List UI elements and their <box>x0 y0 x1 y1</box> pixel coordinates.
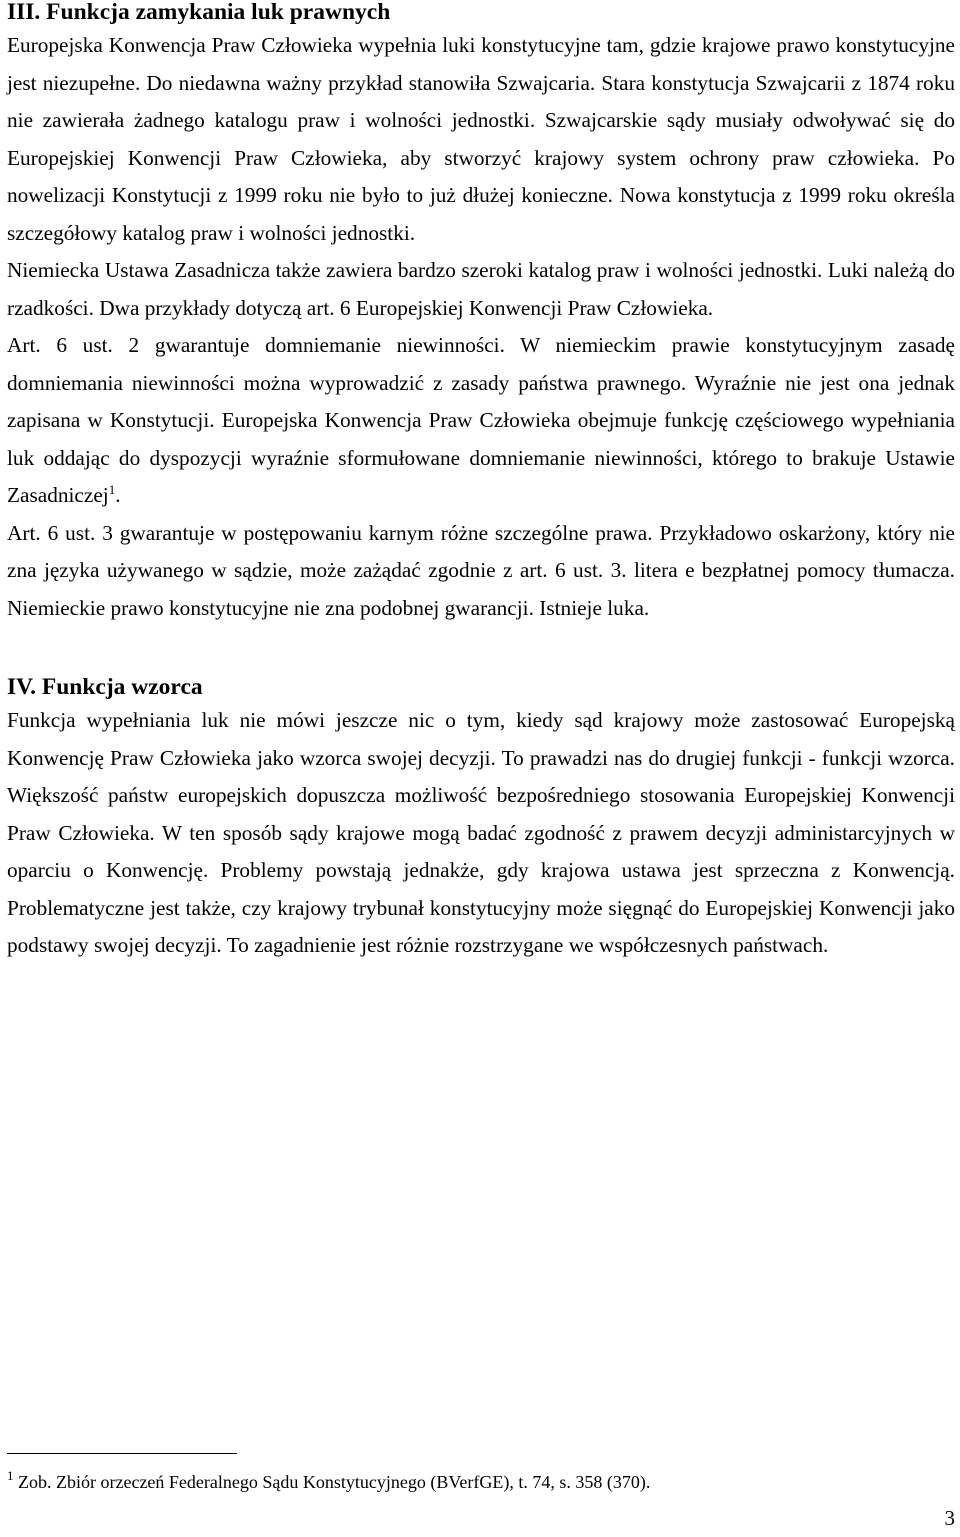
page-number: 3 <box>944 1506 955 1530</box>
footnote-mark: 1 <box>7 1468 14 1483</box>
section-heading-iv: IV. Funkcja wzorca <box>7 674 203 700</box>
footnote <box>7 1470 650 1494</box>
document-page <box>7 0 955 965</box>
footnote-text: Zob. Zbiór orzeczeń Federalnego Sądu Konstytucyjnego (BVerfGE), t. 74, s. 358 (370). <box>13 1472 651 1492</box>
paragraph: Art. 6 ust. 3 gwarantuje w postępowaniu karnym różne szczególne prawa. Przykładowo oskarżony, który nie zna języka używanego w sądzie, może zażądać zgodnie z art. 6 ust. 3. litera e bezpłatnej pomocy tłumacza. Niemieckie prawo konstytucyjne nie zna podobnej gwarancji. Istnieje luka. <box>7 520 955 620</box>
paragraph: Europejska Konwencja Praw Człowieka wypełnia luki konstytucyjne tam, gdzie krajowe prawo konstytucyjne jest niezupełne. Do niedawna ważny przykład stanowiła Szwajcaria. Stara konstytucja Szwajcarii z 1874 roku nie zawierała żadnego katalogu praw i wolności jednostki. Szwajcarskie sądy musiały odwoływać się do Europejskiej Konwencji Praw Człowieka, aby stworzyć krajowy system ochrony praw człowieka. Po nowelizacji Konstytucji z 1999 roku nie było to już dłużej konieczne. Nowa konstytucja z 1999 roku określa szczegółowy katalog praw i wolności jednostki. <box>7 33 955 245</box>
paragraph-text: Art. 6 ust. 2 gwarantuje domniemanie niewinności. W niemieckim prawie konstytucyjnym zasadę domniemania niewinności można wyprowadzić z zasady państwa prawnego. Wyraźnie nie jest ona jednak zapisana w Konstytucji. Europejska Konwencja Praw Człowieka obejmuje funkcję częściowego wypełniania luk oddając do dyspozycji wyraźnie sformułowane domniemanie niewinności, którego to brakuje Ustawie Zasadniczej <box>7 333 955 507</box>
footnote-reference[interactable]: 1 <box>108 482 116 497</box>
footnote-separator <box>7 1453 237 1454</box>
paragraph-with-footnote-ref <box>7 327 955 515</box>
paragraph: Funkcja wypełniania luk nie mówi jeszcze nic o tym, kiedy sąd krajowy może zastosować Europejską Konwencję Praw Człowieka jako wzorca swojej decyzji. To prawadzi nas do drugiej funkcji - funkcji wzorca. Większość państw europejskich dopuszcza możliwość bezpośredniego stosowania Europejskiej Konwencji Praw Człowieka. W ten sposób sądy krajowe mogą badać zgodność z prawem decyzji administarcyjnych w oparciu o Konwencję. Problemy powstają jednakże, gdy krajowa ustawa jest sprzeczna z Konwencją. Problematyczne jest także, czy krajowy trybunał konstytucyjny może sięgnąć do Europejskiej Konwencji jako podstawy swojej decyzji. To zagadnienie jest różnie rozstrzygane we współczesnych państwach. <box>7 708 955 957</box>
section-heading-iii: III. Funkcja zamykania luk prawnych <box>7 0 391 25</box>
paragraph: Niemiecka Ustawa Zasadnicza także zawiera bardzo szeroki katalog praw i wolności jednostki. Luki należą do rzadkości. Dwa przykłady dotyczą art. 6 Europejskiej Konwencji Praw Człowieka. <box>7 258 955 320</box>
paragraph-end: . <box>115 483 121 507</box>
